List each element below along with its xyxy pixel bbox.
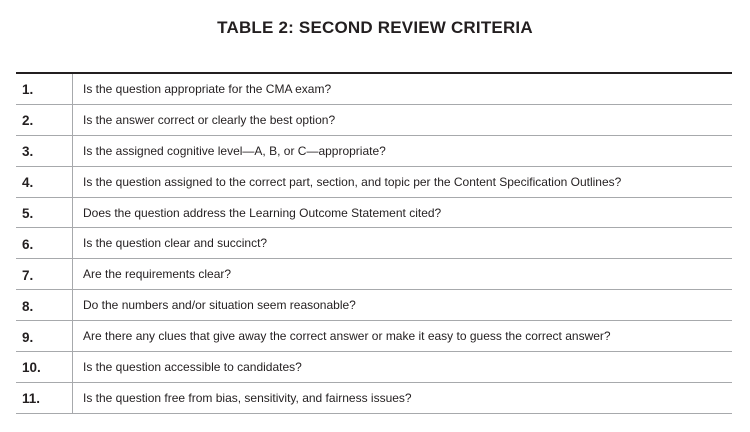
table-row <box>16 167 732 198</box>
row-criterion: Is the answer correct or clearly the best option? <box>83 112 336 127</box>
table-row <box>16 290 732 321</box>
table-row <box>16 198 732 229</box>
row-number: 4. <box>16 167 73 197</box>
row-number: 2. <box>16 105 73 135</box>
row-criterion: Do the numbers and/or situation seem reasonable? <box>83 298 356 313</box>
criteria-table <box>16 72 732 414</box>
table-row <box>16 228 732 259</box>
table-row <box>16 136 732 167</box>
row-number: 9. <box>16 321 73 351</box>
row-number: 7. <box>16 259 73 289</box>
table-row <box>16 105 732 136</box>
row-criterion: Are the requirements clear? <box>83 267 232 282</box>
table-row <box>16 383 732 414</box>
row-criterion: Is the question clear and succinct? <box>83 236 268 251</box>
row-criterion: Is the assigned cognitive level—A, B, or C—appropriate? <box>83 143 386 158</box>
table-row <box>16 74 732 105</box>
table-row <box>16 352 732 383</box>
row-criterion: Does the question address the Learning Outcome Statement cited? <box>83 205 442 220</box>
table-row <box>16 321 732 352</box>
row-number: 8. <box>16 290 73 320</box>
row-criterion: Is the question free from bias, sensitivity, and fairness issues? <box>83 390 412 405</box>
table-title: TABLE 2: SECOND REVIEW CRITERIA <box>217 18 533 37</box>
row-number: 6. <box>16 228 73 258</box>
row-number: 10. <box>16 352 73 382</box>
row-number: 5. <box>16 198 73 228</box>
row-criterion: Is the question assigned to the correct part, section, and topic per the Content Specification Outlines? <box>83 174 622 189</box>
row-criterion: Is the question appropriate for the CMA exam? <box>83 81 332 96</box>
row-number: 3. <box>16 136 73 166</box>
table-row <box>16 259 732 290</box>
row-number: 1. <box>16 74 73 104</box>
row-number: 11. <box>16 383 73 413</box>
row-criterion: Is the question accessible to candidates? <box>83 359 302 374</box>
row-criterion: Are there any clues that give away the correct answer or make it easy to guess the correct answer? <box>83 329 611 344</box>
